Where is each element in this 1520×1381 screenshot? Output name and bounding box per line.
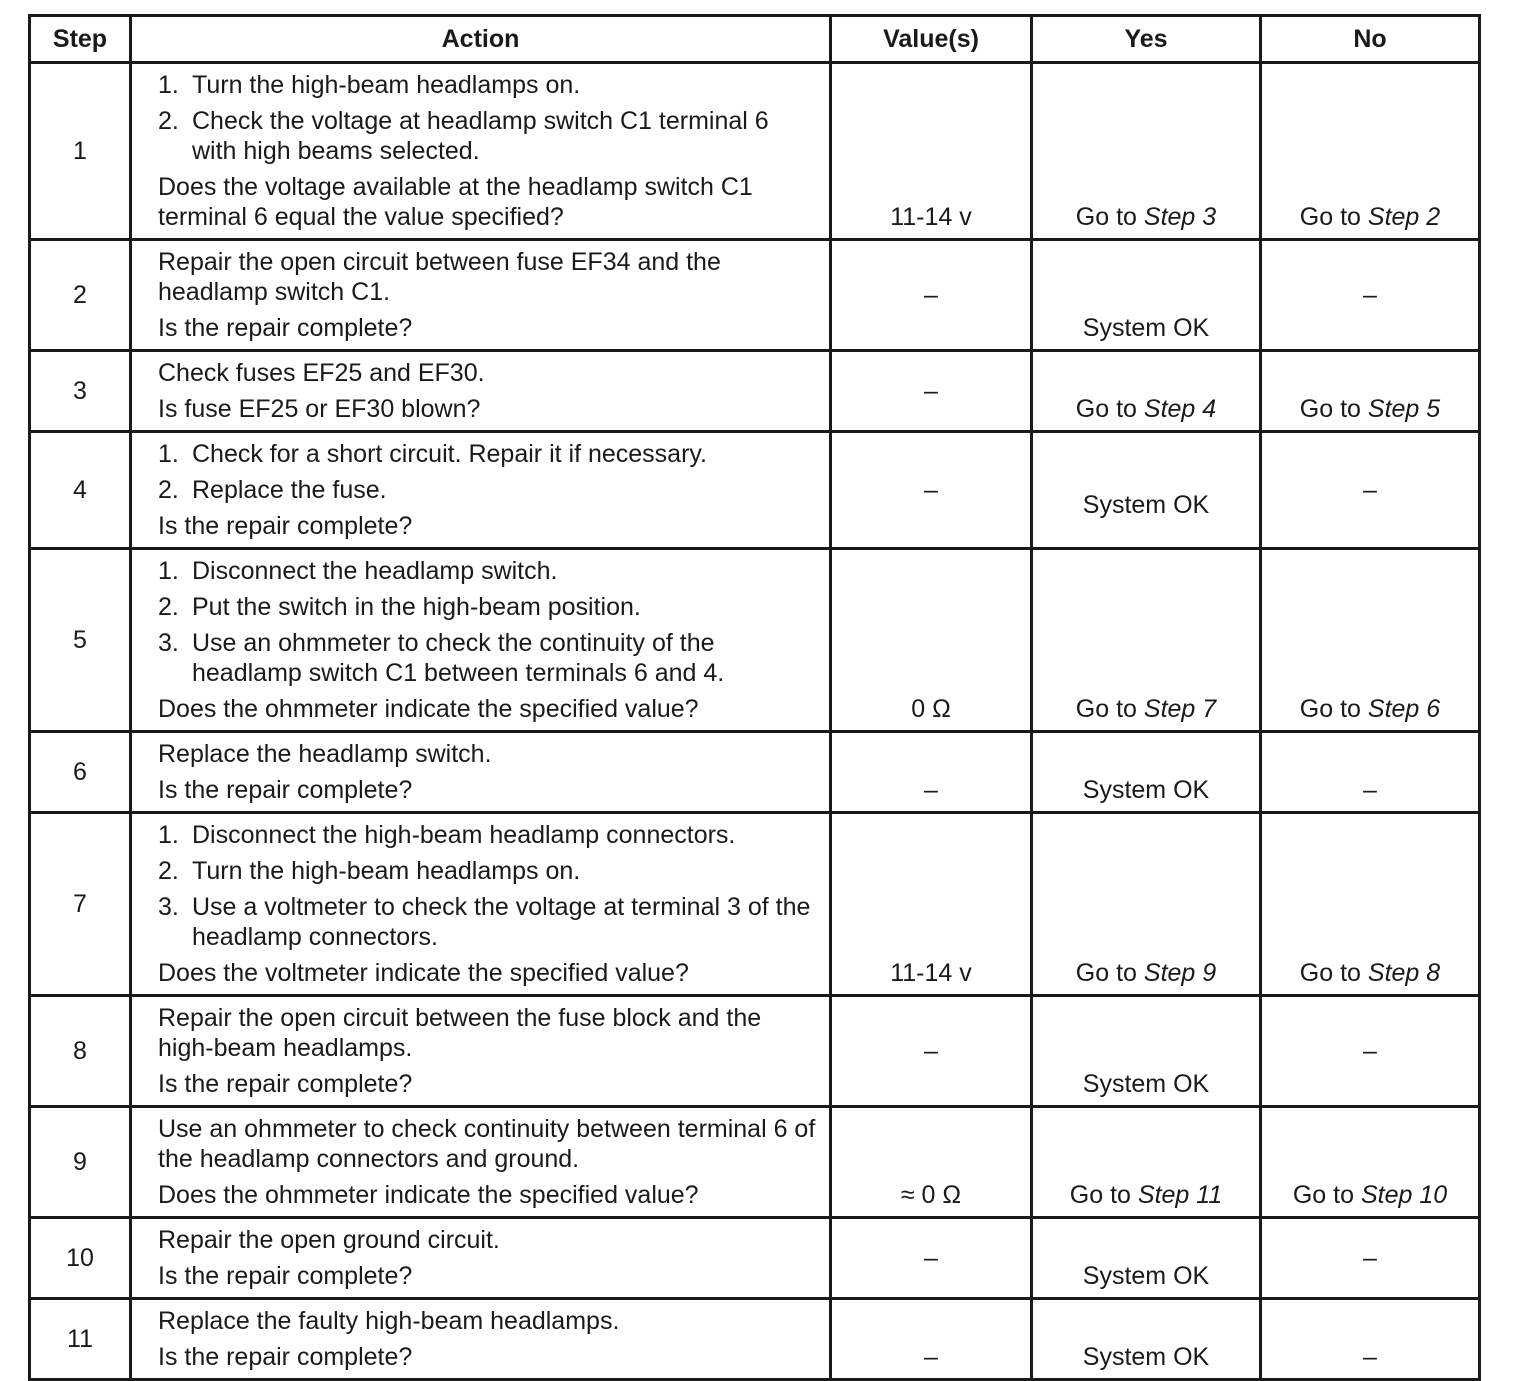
goto-step-ref: Step 4	[1143, 395, 1217, 423]
table-row	[30, 432, 1480, 549]
goto-step-ref: Step 9	[1143, 959, 1217, 987]
goto-reference	[1300, 395, 1440, 423]
item-text: Replace the fuse.	[192, 476, 387, 504]
yes-result: System OK	[1082, 776, 1210, 804]
step-number: 11	[30, 1299, 131, 1380]
yes-cell	[1032, 813, 1261, 996]
action-question: Does the ohmmeter indicate the specified value?	[158, 695, 699, 723]
value-cell: –	[831, 432, 1032, 549]
no-cell	[1261, 813, 1480, 996]
action-numbered-item	[158, 856, 817, 886]
table-row	[30, 1218, 1480, 1299]
action-numbered-item	[158, 820, 817, 850]
goto-reference	[1070, 1181, 1222, 1209]
value-cell: ≈ 0 Ω	[831, 1107, 1032, 1218]
step-number: 10	[30, 1218, 131, 1299]
no-cell	[1261, 240, 1480, 351]
action-cell	[131, 240, 831, 351]
item-text: Put the switch in the high-beam position.	[192, 593, 641, 621]
step-number: 8	[30, 996, 131, 1107]
goto-prefix: Go to	[1075, 959, 1137, 987]
goto-step-ref: Step 5	[1367, 395, 1441, 423]
goto-prefix: Go to	[1299, 959, 1361, 987]
no-cell	[1261, 432, 1480, 549]
value-cell: 0 Ω	[831, 549, 1032, 732]
step-number: 1	[30, 63, 131, 240]
table-row	[30, 240, 1480, 351]
action-text: Repair the open circuit between the fuse block and the high-beam headlamps.	[158, 1004, 762, 1062]
value-cell: –	[831, 732, 1032, 813]
no-result: –	[1363, 776, 1377, 804]
yes-result: System OK	[1082, 1343, 1210, 1371]
diagnostic-table	[28, 14, 1481, 1381]
action-numbered-item	[158, 592, 817, 622]
goto-step-ref: Step 11	[1137, 1181, 1223, 1209]
goto-step-ref: Step 10	[1360, 1181, 1448, 1209]
value-cell: –	[831, 351, 1032, 432]
item-text: Disconnect the headlamp switch.	[192, 557, 558, 585]
goto-prefix: Go to	[1292, 1181, 1354, 1209]
goto-prefix: Go to	[1075, 203, 1137, 231]
goto-reference	[1300, 695, 1440, 723]
value-cell: –	[831, 1299, 1032, 1380]
goto-prefix: Go to	[1299, 395, 1361, 423]
action-text: Repair the open ground circuit.	[158, 1226, 500, 1254]
item-number: 1.	[158, 440, 179, 468]
step-number: 9	[30, 1107, 131, 1218]
goto-reference	[1076, 959, 1216, 987]
table-row	[30, 813, 1480, 996]
header-yes: Yes	[1032, 16, 1261, 63]
action-question: Is the repair complete?	[158, 776, 413, 804]
action-question: Is the repair complete?	[158, 1343, 413, 1371]
no-cell	[1261, 1107, 1480, 1218]
item-number: 1.	[158, 821, 179, 849]
item-text: Turn the high-beam headlamps on.	[192, 857, 581, 885]
yes-result: System OK	[1082, 1262, 1210, 1290]
yes-cell	[1032, 240, 1261, 351]
step-number: 4	[30, 432, 131, 549]
action-numbered-item	[158, 628, 817, 688]
value-cell: –	[831, 996, 1032, 1107]
action-cell	[131, 1107, 831, 1218]
item-text: Check the voltage at headlamp switch C1 terminal 6 with high beams selected.	[192, 107, 769, 165]
item-number: 2.	[158, 476, 179, 504]
goto-prefix: Go to	[1299, 695, 1361, 723]
item-number: 2.	[158, 593, 179, 621]
item-number: 2.	[158, 107, 179, 135]
no-result: –	[1363, 1244, 1377, 1272]
table-row	[30, 351, 1480, 432]
goto-reference	[1300, 959, 1440, 987]
goto-reference	[1076, 203, 1216, 231]
goto-step-ref: Step 8	[1367, 959, 1441, 987]
value-cell: –	[831, 1218, 1032, 1299]
table-row	[30, 549, 1480, 732]
value-cell: 11-14 v	[831, 813, 1032, 996]
action-question: Does the ohmmeter indicate the specified value?	[158, 1181, 699, 1209]
yes-cell	[1032, 1299, 1261, 1380]
yes-cell	[1032, 351, 1261, 432]
goto-prefix: Go to	[1075, 695, 1137, 723]
goto-step-ref: Step 3	[1143, 203, 1217, 231]
action-question: Is the repair complete?	[158, 512, 413, 540]
action-numbered-item	[158, 106, 817, 166]
action-cell	[131, 732, 831, 813]
goto-reference	[1076, 695, 1216, 723]
action-cell	[131, 549, 831, 732]
item-number: 3.	[158, 629, 179, 657]
action-numbered-item	[158, 556, 817, 586]
action-question: Is the repair complete?	[158, 1070, 413, 1098]
action-cell	[131, 63, 831, 240]
no-cell	[1261, 1218, 1480, 1299]
goto-prefix: Go to	[1069, 1181, 1131, 1209]
goto-prefix: Go to	[1075, 395, 1137, 423]
action-text: Check fuses EF25 and EF30.	[158, 359, 485, 387]
action-numbered-item	[158, 70, 817, 100]
table-row	[30, 732, 1480, 813]
action-cell	[131, 1299, 831, 1380]
action-numbered-item	[158, 475, 817, 505]
no-cell	[1261, 63, 1480, 240]
table-header-row	[30, 16, 1480, 63]
goto-step-ref: Step 2	[1367, 203, 1441, 231]
action-question: Does the voltage available at the headlamp switch C1 terminal 6 equal the value specified?	[158, 173, 753, 231]
action-cell	[131, 996, 831, 1107]
action-text: Replace the headlamp switch.	[158, 740, 492, 768]
no-result: –	[1363, 476, 1377, 504]
item-text: Use an ohmmeter to check the continuity of the headlamp switch C1 between terminals 6 and 4.	[192, 629, 725, 687]
no-cell	[1261, 351, 1480, 432]
no-cell	[1261, 1299, 1480, 1380]
action-question: Does the voltmeter indicate the specified value?	[158, 959, 689, 987]
item-text: Check for a short circuit. Repair it if necessary.	[192, 440, 707, 468]
no-result: –	[1363, 281, 1377, 309]
yes-cell	[1032, 1107, 1261, 1218]
item-text: Use a voltmeter to check the voltage at terminal 3 of the headlamp connectors.	[192, 893, 811, 951]
header-values: Value(s)	[831, 16, 1032, 63]
action-text: Repair the open circuit between fuse EF34 and the headlamp switch C1.	[158, 248, 721, 306]
item-number: 1.	[158, 71, 179, 99]
action-text: Replace the faulty high-beam headlamps.	[158, 1307, 620, 1335]
step-number: 2	[30, 240, 131, 351]
action-cell	[131, 432, 831, 549]
value-cell: 11-14 v	[831, 63, 1032, 240]
goto-prefix: Go to	[1299, 203, 1361, 231]
no-result: –	[1363, 1343, 1377, 1371]
action-cell	[131, 813, 831, 996]
yes-result: System OK	[1082, 1070, 1210, 1098]
action-cell	[131, 1218, 831, 1299]
item-number: 2.	[158, 857, 179, 885]
step-number: 5	[30, 549, 131, 732]
action-question: Is fuse EF25 or EF30 blown?	[158, 395, 481, 423]
step-number: 6	[30, 732, 131, 813]
yes-cell	[1032, 432, 1261, 549]
item-number: 1.	[158, 557, 179, 585]
action-question: Is the repair complete?	[158, 1262, 413, 1290]
goto-step-ref: Step 7	[1143, 695, 1217, 723]
yes-result: System OK	[1082, 491, 1210, 519]
goto-reference	[1293, 1181, 1447, 1209]
item-number: 3.	[158, 893, 179, 921]
no-cell	[1261, 549, 1480, 732]
yes-cell	[1032, 549, 1261, 732]
item-text: Turn the high-beam headlamps on.	[192, 71, 581, 99]
item-text: Disconnect the high-beam headlamp connectors.	[192, 821, 736, 849]
goto-step-ref: Step 6	[1367, 695, 1441, 723]
no-cell	[1261, 732, 1480, 813]
header-action: Action	[131, 16, 831, 63]
table-row	[30, 1107, 1480, 1218]
goto-reference	[1300, 203, 1440, 231]
step-number: 7	[30, 813, 131, 996]
header-no: No	[1261, 16, 1480, 63]
table-row	[30, 63, 1480, 240]
header-step: Step	[30, 16, 131, 63]
action-numbered-item	[158, 892, 817, 952]
yes-cell	[1032, 996, 1261, 1107]
table-body	[30, 63, 1480, 1380]
action-numbered-item	[158, 439, 817, 469]
action-text: Use an ohmmeter to check continuity between terminal 6 of the headlamp connectors and ground.	[158, 1115, 816, 1173]
no-cell	[1261, 996, 1480, 1107]
action-cell	[131, 351, 831, 432]
table-row	[30, 1299, 1480, 1380]
yes-cell	[1032, 1218, 1261, 1299]
no-result: –	[1363, 1037, 1377, 1065]
yes-cell	[1032, 732, 1261, 813]
goto-reference	[1076, 395, 1216, 423]
action-question: Is the repair complete?	[158, 314, 413, 342]
table-row	[30, 996, 1480, 1107]
step-number: 3	[30, 351, 131, 432]
yes-result: System OK	[1082, 314, 1210, 342]
yes-cell	[1032, 63, 1261, 240]
value-cell: –	[831, 240, 1032, 351]
